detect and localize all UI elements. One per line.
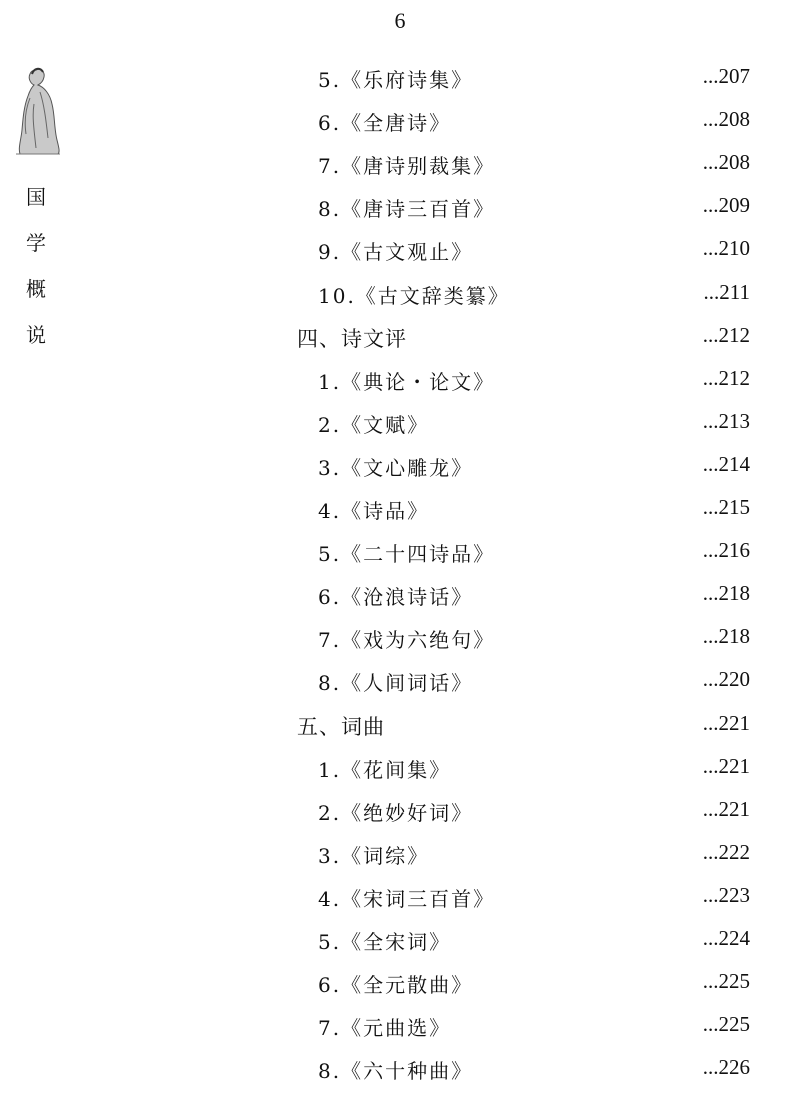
toc-entry-title: 6.《沧浪诗话》 — [318, 585, 474, 610]
toc-page-number: ...212 — [702, 322, 750, 347]
toc-entry-title: 5.《乐府诗集》 — [318, 68, 474, 92]
toc-page-number: ...208 — [702, 107, 750, 132]
toc-entry-title: 1.《花间集》 — [318, 757, 452, 782]
toc-entry-title: 6.《全元散曲》 — [318, 973, 474, 998]
toc-item-row — [0, 146, 800, 189]
toc-page-number: ...221 — [702, 796, 750, 821]
toc-section-row — [0, 707, 800, 750]
toc-entry-title: 9.《古文观止》 — [318, 240, 474, 265]
toc-entry-title: 6.《全唐诗》 — [318, 111, 452, 136]
toc-entry-title: 8.《六十种曲》 — [318, 1059, 474, 1084]
toc-page-number: ...221 — [702, 710, 750, 735]
toc-entry-title: 4.《宋词三百首》 — [318, 886, 496, 911]
toc-item-row — [0, 276, 800, 319]
toc-entry-title: 2.《绝妙好词》 — [318, 800, 474, 825]
toc-page-number: ...211 — [703, 279, 750, 304]
toc-item-row — [0, 793, 800, 836]
toc-entry-title: 1.《典论・论文》 — [318, 369, 496, 394]
toc-entry-title: 7.《唐诗别裁集》 — [318, 154, 496, 179]
toc-item-row — [0, 620, 800, 663]
toc-item-row — [0, 362, 800, 405]
toc-item-row — [0, 189, 800, 232]
toc-item-row — [0, 879, 800, 922]
toc-entry-title: 2.《文赋》 — [318, 412, 430, 437]
toc-page-number: ...209 — [702, 193, 750, 218]
toc-page-number: ...225 — [702, 969, 750, 994]
toc-page-number: ...223 — [702, 882, 750, 907]
toc-page-number: ...221 — [702, 753, 750, 778]
toc-item-row — [0, 534, 800, 577]
toc-entry-title: 四、诗文评 — [297, 326, 407, 351]
side-title-char: 国 — [26, 185, 46, 209]
toc-page-number: ...213 — [702, 408, 750, 433]
toc-page-number: ...222 — [702, 839, 750, 864]
toc-page-number: ...208 — [702, 150, 750, 175]
toc-entry-title: 3.《文心雕龙》 — [318, 455, 474, 480]
toc-entry-title: 5.《二十四诗品》 — [318, 542, 496, 567]
toc-entry-title: 10.《古文辞类纂》 — [318, 283, 510, 308]
toc-page-number: ...207 — [702, 64, 750, 88]
toc-entry-title: 3.《词综》 — [318, 843, 430, 868]
toc-item-row — [0, 1051, 800, 1094]
toc-entry-title: 7.《戏为六绝句》 — [318, 628, 496, 653]
side-title-char: 学 — [26, 231, 46, 255]
toc-item-row — [0, 60, 800, 103]
toc-page-number: ...216 — [702, 538, 750, 563]
toc-item-row — [0, 750, 800, 793]
side-title-char: 说 — [26, 323, 46, 347]
toc-entry-title: 7.《元曲选》 — [318, 1016, 452, 1041]
toc-item-row — [0, 405, 800, 448]
toc-entry-title: 8.《唐诗三百首》 — [318, 197, 496, 222]
page-number: 6 — [394, 8, 406, 33]
toc-item-row — [0, 577, 800, 620]
toc-item-row — [0, 448, 800, 491]
toc-page-number: ...225 — [702, 1012, 750, 1037]
side-title-char: 概 — [26, 277, 46, 301]
toc-item-row — [0, 965, 800, 1008]
toc-item-row — [0, 103, 800, 146]
toc-entry-title: 4.《诗品》 — [318, 499, 430, 523]
toc-item-row — [0, 491, 800, 534]
toc-entry-title: 5.《全宋词》 — [318, 930, 452, 954]
toc-entry-title: 五、词曲 — [297, 714, 385, 739]
toc-item-row — [0, 1008, 800, 1051]
toc-entry-title: 8.《人间词话》 — [318, 671, 474, 696]
toc-item-row — [0, 663, 800, 706]
toc-item-row — [0, 836, 800, 879]
toc-page-number: ...218 — [702, 624, 750, 649]
toc-page-number: ...218 — [702, 581, 750, 606]
toc-item-row — [0, 232, 800, 275]
toc-item-row — [0, 922, 800, 965]
toc-page-number: ...220 — [702, 667, 750, 692]
toc-page-number: ...226 — [702, 1055, 750, 1080]
toc-page-number: ...210 — [702, 236, 750, 261]
toc-page-number: ...214 — [702, 451, 750, 476]
toc-page-number: ...224 — [702, 926, 750, 950]
toc-page-number: ...212 — [702, 365, 750, 390]
toc-page-number: ...215 — [702, 495, 750, 519]
toc-section-row — [0, 319, 800, 362]
